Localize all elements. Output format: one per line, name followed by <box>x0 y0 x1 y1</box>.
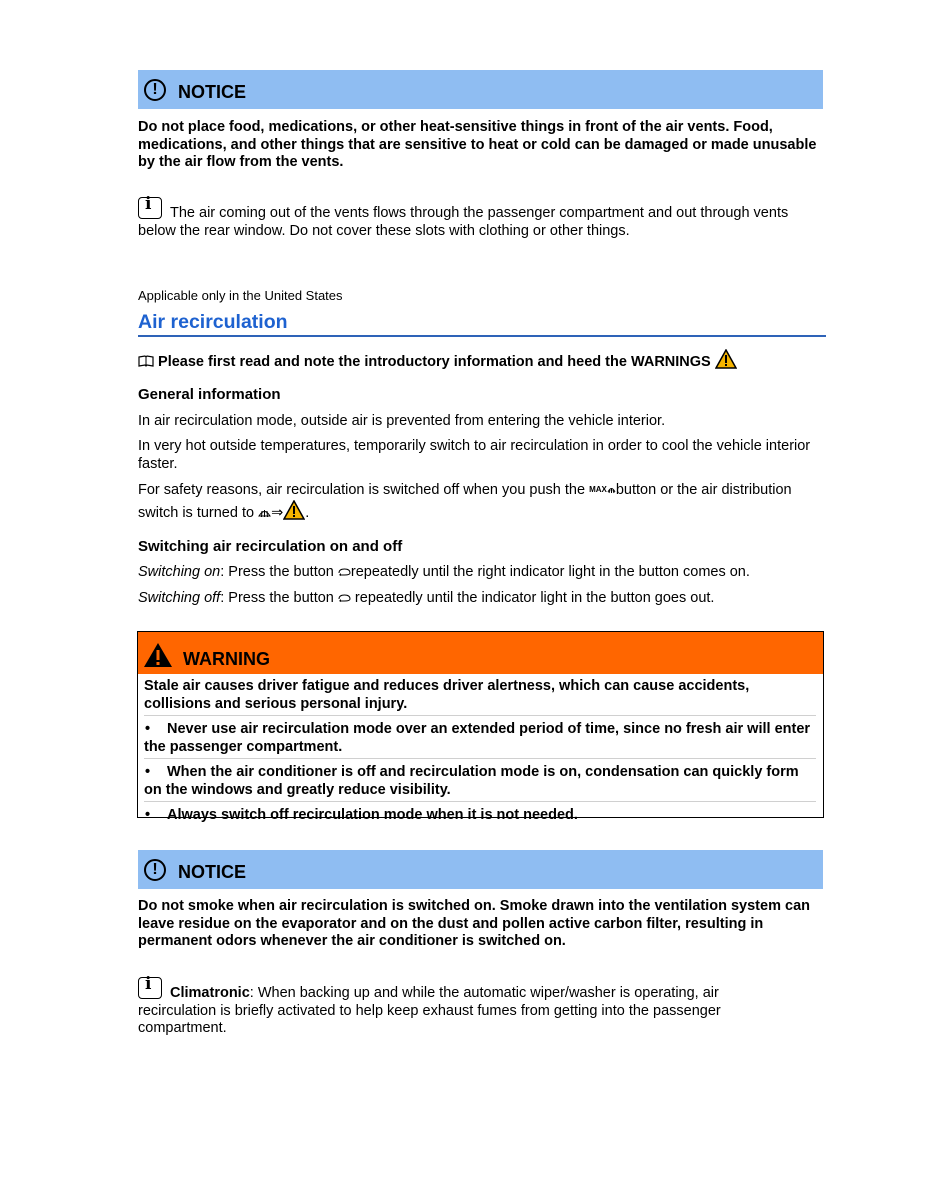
warning-header <box>138 632 823 674</box>
general-p3-text-c: switch is turned to <box>138 505 255 521</box>
general-p1: In air recirculation mode, outside air is prevented from entering the vehicle interior. <box>138 413 666 429</box>
notice-text: Do not place food, medications, or other heat-sensitive things in front of the air vents. Food, medications, and other things that are sensitive to heat or cold can be damaged or made unusable by the air flow from the vents. <box>138 119 817 170</box>
general-p3-text-a: For safety reasons, air recirculation is switched off when you push the <box>138 482 586 498</box>
bullet-dot: • <box>145 721 151 737</box>
switching-on-label: Switching on <box>138 564 221 580</box>
period: . <box>305 505 310 521</box>
warning-bullet <box>144 721 816 756</box>
warning-bullet-text: Never use air recirculation mode over an extended period of time, since no fresh air will enter the passenger compartment. <box>144 721 811 755</box>
warning-triangle-icon <box>283 500 305 520</box>
recirculation-icon <box>338 568 351 576</box>
info-note-text: The air coming out of the vents flows through the passenger compartment and out through vents below the rear window. Do not cover these slots with clothing or other things. <box>138 205 789 239</box>
general-p3 <box>138 481 828 500</box>
info-icon: i <box>138 977 162 999</box>
notice-header <box>138 850 823 889</box>
warning-bullet <box>144 807 816 825</box>
warning-bullet-text: Always switch off recirculation mode when it is not needed. <box>167 807 578 823</box>
exclamation-circle-icon: ! <box>144 859 166 881</box>
notice-title: NOTICE <box>178 82 247 102</box>
warning-bullet-text: When the air conditioner is off and recirculation mode is on, condensation can quickly form on the windows and greatly reduce visibility. <box>144 764 799 798</box>
max-label: MAX <box>589 485 607 494</box>
notice-text: Do not smoke when air recirculation is switched on. Smoke drawn into the ventilation system can leave residue on the evaporator and on the dust and pollen active carbon filter, resulting in permanent odors whenever the air conditioner is switched on. <box>138 898 810 949</box>
warning-box <box>137 631 824 823</box>
notice-header <box>138 70 823 109</box>
switching-off-label: Switching off <box>138 590 221 606</box>
switching-heading: Switching air recirculation on and off <box>138 538 403 555</box>
warning-bullet <box>144 764 816 799</box>
general-p3-line2 <box>138 500 309 523</box>
divider <box>144 801 816 802</box>
max-defrost-icon <box>589 481 607 499</box>
recirculation-icon <box>338 594 351 602</box>
switching-on-text: : Press the button <box>220 564 334 580</box>
intro-note-text: Please first read and note the introductory information and heed the WARNINGS <box>158 354 711 370</box>
info-note <box>138 194 828 240</box>
divider <box>144 715 816 716</box>
info-icon: i <box>138 197 162 219</box>
warning-triangle-icon <box>715 349 737 369</box>
general-p3-text-b: button or the air distribution <box>615 482 792 498</box>
section-title: Air recirculation <box>138 311 288 333</box>
heading-rule <box>138 335 826 337</box>
switching-off <box>138 590 714 608</box>
warning-text: Stale air causes driver fatigue and reduces driver alertness, which can cause accidents, collisions and serious personal injury. <box>144 678 750 712</box>
windshield-defrost-icon <box>258 507 271 518</box>
general-p2: In very hot outside temperatures, temporarily switch to air recirculation in order to cool the vehicle interior faster. <box>138 438 811 472</box>
intro-note <box>138 349 737 370</box>
switching-off-text2: repeatedly until the indicator light in the button goes out. <box>350 590 715 606</box>
info-note-text: : When backing up and while the automatic wiper/washer is operating, air recirculation is briefly activated to help keep exhaust fumes from getting into the passenger compartment. <box>138 985 721 1036</box>
arrow-glyph: ⇒ <box>271 505 284 521</box>
divider <box>144 758 816 759</box>
exclamation-circle-icon: ! <box>144 79 166 101</box>
switching-on-text2: repeatedly until the right indicator light in the button comes on. <box>350 564 750 580</box>
notice-title: NOTICE <box>178 862 247 882</box>
bullet-dot: • <box>145 764 151 780</box>
bullet-dot: • <box>145 807 151 823</box>
book-icon <box>138 355 154 367</box>
general-heading: General information <box>138 386 281 403</box>
defrost-icon <box>607 485 616 494</box>
switching-on <box>138 564 750 582</box>
info-note <box>138 974 798 1038</box>
warning-triangle-icon <box>143 642 173 668</box>
switching-off-text: : Press the button <box>220 590 334 606</box>
applicability-note: Applicable only in the United States <box>138 288 343 303</box>
warning-title: WARNING <box>183 648 270 669</box>
warning-body <box>144 678 816 825</box>
climatronic-label: Climatronic <box>170 985 250 1001</box>
